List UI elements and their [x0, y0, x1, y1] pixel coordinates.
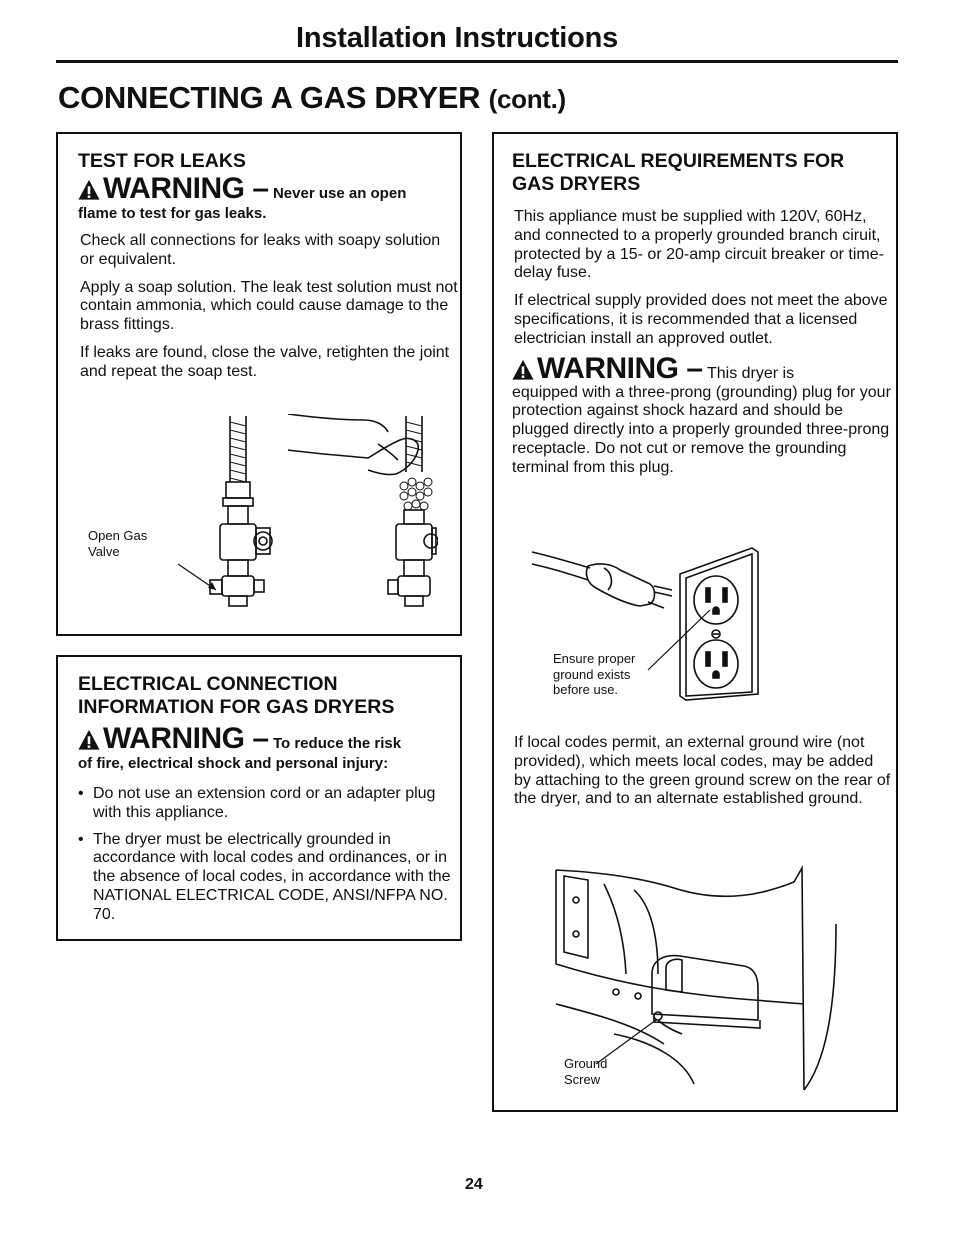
open-gas-valve-callout	[88, 528, 147, 559]
heading-line: INFORMATION FOR GAS DRYERS	[78, 696, 395, 718]
callout-line: Open Gas	[88, 528, 148, 543]
leak-paragraph: If leaks are found, close the valve, retighten the joint and repeat the soap test.	[80, 343, 450, 380]
callout-line: ground exists	[553, 666, 631, 682]
callout-line: Valve	[88, 543, 120, 559]
page-number: 24	[465, 1176, 483, 1193]
electrical-requirements-box	[492, 132, 898, 1112]
warning-word: WARNING –	[537, 351, 703, 385]
requirements-paragraph: This appliance must be supplied with 120V, 60Hz, and connected to a properly grounded branch ciruit, protected by a 15- or 20-amp circuit breaker or time-delay fuse.	[514, 208, 884, 282]
electrical-warning-text-2: of fire, electrical shock and personal injury:	[78, 755, 389, 772]
callout-line: Ground	[564, 1056, 608, 1071]
leak-paragraph: Apply a soap solution. The leak test solution must not contain ammonia, which could cause damage to the brass fittings.	[80, 278, 458, 334]
electrical-connection-heading	[78, 673, 458, 719]
leak-warning-text-1: Never use an open	[272, 185, 407, 202]
section-title	[58, 80, 566, 116]
warning-icon	[78, 729, 100, 751]
header-rule	[56, 60, 898, 63]
electrical-requirements-heading	[512, 150, 892, 196]
heading-line: ELECTRICAL CONNECTION	[78, 673, 338, 695]
page-header-title: Installation Instructions	[296, 22, 619, 54]
warning-word: WARNING –	[103, 172, 269, 205]
leak-warning	[78, 172, 458, 223]
electrical-warning-text-1: To reduce the risk	[272, 735, 402, 752]
heading-line: GAS DRYERS	[512, 173, 641, 195]
warning-word: WARNING –	[103, 722, 269, 755]
bullet-text: The dryer must be electrically grounded in accordance with local codes and ordinances, or in the absence of local codes, in accordance with the NATIONAL ELECTRICAL CODE, ANSI/NFPA NO. 70.	[93, 830, 451, 923]
ensure-ground-callout	[553, 651, 635, 698]
ground-wire-paragraph: If local codes permit, an external ground wire (not provided), which meets local codes, may be added by attaching to the green ground screw on the rear of the dryer, and to an alternate established ground.	[514, 734, 891, 808]
bullet-text: Do not use an extension cord or an adapter plug with this appliance.	[93, 785, 436, 821]
list-item	[78, 831, 458, 925]
heading-line: ELECTRICAL REQUIREMENTS FOR	[512, 150, 845, 172]
callout-line: before use.	[553, 682, 619, 697]
list-item	[78, 785, 458, 823]
electrical-warning	[78, 722, 458, 773]
bullet-dot: •	[78, 785, 84, 802]
gas-valve-illustration	[178, 414, 438, 614]
electrical-connection-box	[56, 655, 462, 941]
leak-warning-text-2: flame to test for gas leaks.	[78, 205, 267, 222]
requirements-paragraph: If electrical supply provided does not meet the above specifications, it is recommended that a licensed electrician install an approved outlet.	[514, 292, 888, 347]
test-for-leaks-box	[56, 132, 462, 636]
test-for-leaks-heading: TEST FOR LEAKS	[78, 150, 246, 172]
ground-screw-callout	[564, 1056, 607, 1087]
bullet-dot: •	[78, 830, 84, 848]
warning-icon	[78, 179, 100, 201]
section-title-main: CONNECTING A GAS DRYER	[58, 80, 481, 115]
grounding-warning-text-1: This dryer is	[706, 364, 795, 382]
leak-paragraph: Check all connections for leaks with soapy solution or equivalent.	[80, 232, 441, 268]
grounding-warning	[512, 351, 892, 478]
callout-line: Screw	[564, 1071, 601, 1087]
warning-icon	[512, 359, 534, 381]
section-title-suffix: (cont.)	[488, 84, 566, 114]
grounding-warning-text-2: equipped with a three-prong (grounding) plug for your protection against shock hazard and should be plugged directly into a properly grounded three-prong receptacle. Do not cut or remove the grounding terminal from this plug.	[512, 383, 891, 476]
callout-line: Ensure proper	[553, 651, 636, 666]
